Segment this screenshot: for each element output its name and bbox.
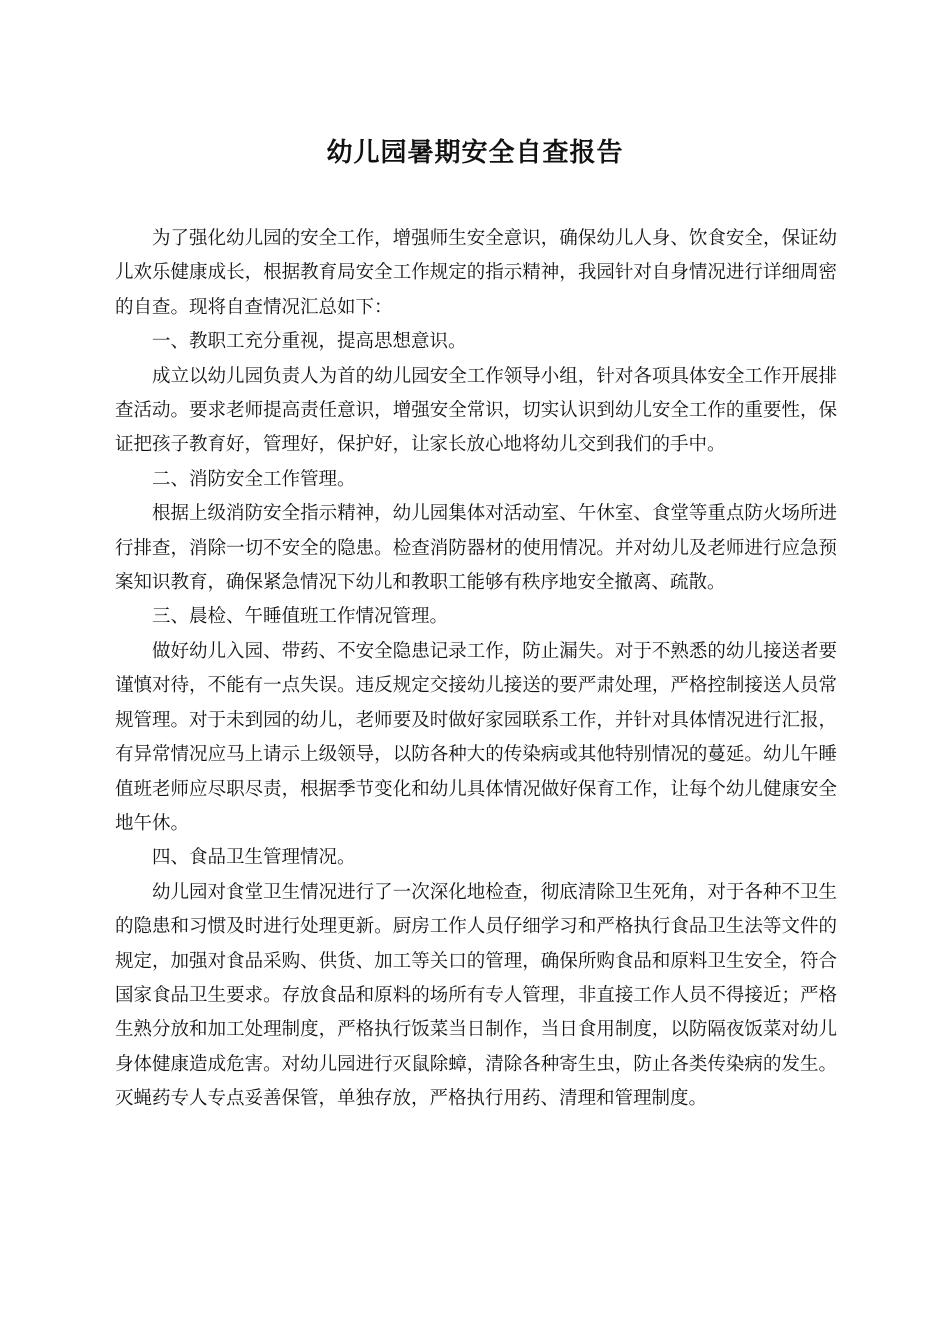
paragraph-section-4: 幼儿园对食堂卫生情况进行了一次深化地检查，彻底清除卫生死角，对于各种不卫生的隐患和习惯及时进行处理更新。厨房工作人员仔细学习和严格执行食品卫生法等文件的规定，加强对食品采购、供货、加工等关口的管理，确保所购食品和原料卫生安全，符合国家食品卫生要求。存放食品和原料的场所有专人管理，非直接工作人员不得接近；严格生熟分放和加工处理制度，严格执行饭菜当日制作，当日食用制度，以防隔夜饭菜对幼儿身体健康造成危害。对幼儿园进行灭鼠除蟑，清除各种寄生虫，防止各类传染病的发生。灭蝇药专人专点妥善保管，单独存放，严格执行用药、清理和管理制度。 <box>115 881 837 1110</box>
paragraph-intro: 为了强化幼儿园的安全工作，增强师生安全意识，确保幼儿人身、饮食安全，保证幼儿欢乐健康成长，根据教育局安全工作规定的指示精神，我园针对自身情况进行详细周密的自查。现将自查情况汇总如下： <box>115 228 837 318</box>
paragraph-section-1: 成立以幼儿园负责人为首的幼儿园安全工作领导小组，针对各项具体安全工作开展排查活动。要求老师提高责任意识，增强安全常识，切实认识到幼儿安全工作的重要性，保证把孩子教育好，管理好，保护好，让家长放心地将幼儿交到我们的手中。 <box>115 365 837 456</box>
section-heading-2: 二、消防安全工作管理。 <box>152 468 356 490</box>
document-title: 幼儿园暑期安全自查报告 <box>326 138 624 168</box>
document-body <box>115 222 837 1117</box>
section-heading-4: 四、食品卫生管理情况。 <box>152 847 356 869</box>
paragraph-section-2: 根据上级消防安全指示精神，幼儿园集体对活动室、午休室、食堂等重点防火场所进行排查，消除一切不安全的隐患。检查消防器材的使用情况。并对幼儿及老师进行应急预案知识教育，确保紧急情况下幼儿和教职工能够有秩序地安全撤离、疏散。 <box>115 503 837 594</box>
paragraph-section-3: 做好幼儿入园、带药、不安全隐患记录工作，防止漏失。对于不熟悉的幼儿接送者要谨慎对待，不能有一点失误。违反规定交接幼儿接送的要严肃处理，严格控制接送人员常规管理。对于未到园的幼儿，老师要及时做好家园联系工作，并针对具体情况进行汇报，有异常情况应马上请示上级领导，以防各种大的传染病或其他特别情况的蔓延。幼儿午睡值班老师应尽职尽责，根据季节变化和幼儿具体情况做好保育工作，让每个幼儿健康安全地午休。 <box>115 640 837 834</box>
section-heading-1: 一、教职工充分重视，提高思想意识。 <box>152 331 467 353</box>
section-heading-3: 三、晨检、午睡值班工作情况管理。 <box>152 606 449 628</box>
